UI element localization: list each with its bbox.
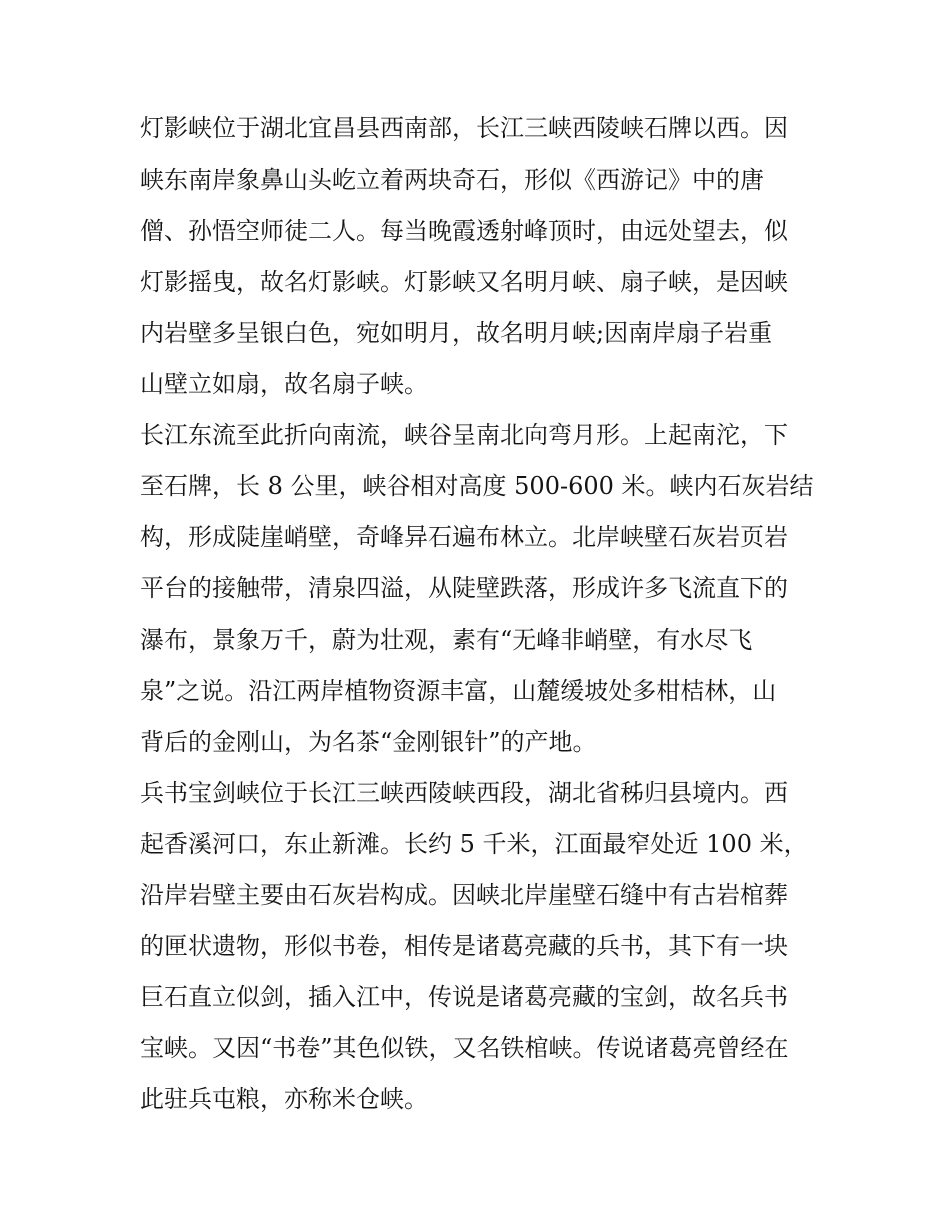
- text-line: 平台的接触带，清泉四溢，从陡壁跌落，形成许多飞流直下的: [140, 574, 788, 602]
- text-line: 起香溪河口，东止新滩。长约 5 千米，江面最窄处近 100 米，: [140, 830, 808, 858]
- text-line: 峡东南岸象鼻山头屹立着两块奇石，形似《西游记》中的唐: [140, 166, 764, 194]
- text-line: 长江东流至此折向南流，峡谷呈南北向弯月形。上起南沱，下: [140, 421, 788, 449]
- text-line: 山壁立如扇，故名扇子峡。: [140, 370, 428, 398]
- text-line: 灯影摇曳，故名灯影峡。灯影峡又名明月峡、扇子峡，是因峡: [140, 268, 788, 296]
- text-line: 内岩壁多呈银白色，宛如明月，故名明月峡;因南岸扇子岩重: [140, 319, 773, 347]
- text-line: 宝峡。又因“书卷”其色似铁，又名铁棺峡。传说诸葛亮曾经在: [140, 1034, 789, 1062]
- text-line: 背后的金刚山，为名茶“金刚银针”的产地。: [140, 728, 597, 756]
- text-line: 瀑布，景象万千，蔚为壮观，素有“无峰非峭壁，有水尽飞: [140, 626, 753, 654]
- text-line: 此驻兵屯粮，亦称米仓峡。: [140, 1085, 428, 1113]
- text-line: 兵书宝剑峡位于长江三峡西陵峡西段，湖北省秭归县境内。西: [140, 779, 788, 807]
- text-line: 沿岸岩壁主要由石灰岩构成。因峡北岸崖壁石缝中有古岩棺葬: [140, 881, 788, 909]
- text-line: 灯影峡位于湖北宜昌县西南部，长江三峡西陵峡石牌以西。因: [140, 114, 788, 142]
- text-line: 的匣状遗物，形似书卷，相传是诸葛亮藏的兵书，其下有一块: [140, 932, 788, 960]
- text-line: 僧、孙悟空师徒二人。每当晚霞透射峰顶时，由远处望去，似: [140, 217, 788, 245]
- text-line: 构，形成陡崖峭壁，奇峰异石遍布林立。北岸峡壁石灰岩页岩: [140, 523, 788, 551]
- text-line: 巨石直立似剑，插入江中，传说是诸葛亮藏的宝剑，故名兵书: [140, 983, 788, 1011]
- text-line: 泉”之说。沿江两岸植物资源丰富，山麓缓坡处多柑桔林，山: [140, 677, 777, 705]
- text-line: 至石牌，长 8 公里，峡谷相对高度 500-600 米。峡内石灰岩结: [140, 472, 814, 500]
